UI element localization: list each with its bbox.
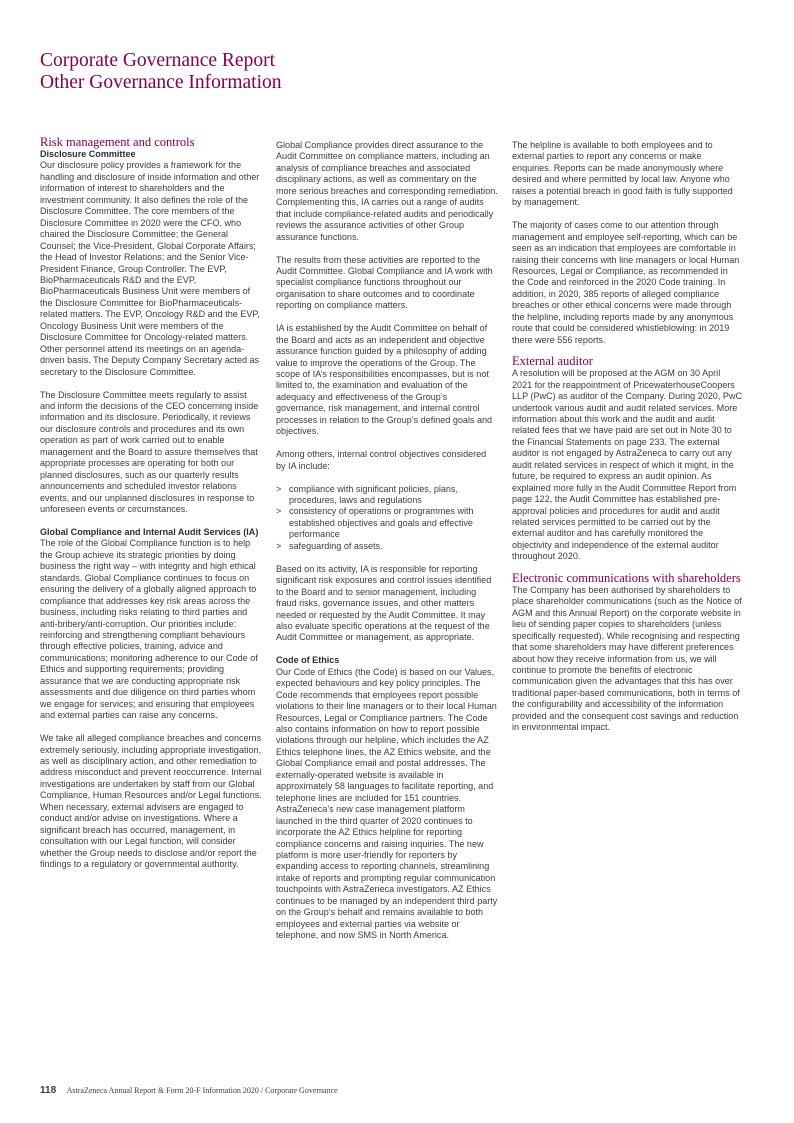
paragraph: The role of the Global Compliance function is to help the Group achieve its strategic priorities by doing business the right way – with integrity and high ethical standards. Global Compliance continues to focus on ensuring the delivery of a globally aligned approach to compliance that addresses key risk areas across the business, including risks relating to third parties and anti-bribery/anti-corruption. Our priorities include: reinforcing and strengthening compliant behaviours through effective policies, training, advice and communications; monitoring adherence to our Code of Ethics and supporting requirements; providing assurance that we are conducting appropriate risk assessments and due diligence on third parties whom we engage for services; and ensuring that employees and external parties can raise any concerns. bbox=[40, 538, 258, 721]
paragraph: The helpline is available to both employees and to external parties to report any concerns or make enquiries. Reports can be made anonymously where desired and where permitted by local law. Anyone who raises a potential breach in good faith is fully supported by management. bbox=[512, 140, 733, 208]
page-number: 118 bbox=[40, 1085, 57, 1096]
column-middle bbox=[276, 140, 498, 942]
paragraph: Our disclosure policy provides a framework for the handling and disclosure of inside information and other information of interest to shareholders and the investment community. It also defines the role of the Disclosure Committee. The core members of the Disclosure Committee in 2020 were the CFO, who chaired the Disclosure Committee; the General Counsel; the Vice-President, Global Corporate Affairs; the Head of Investor Relations; and the Senior Vice-President Finance, Group Controller. The EVP, BioPharmaceuticals R&D and the EVP, BioPharmaceuticals Business Unit were members of the Disclosure Committee for BioPharmaceuticals-related matters. The EVP, Oncology R&D and the EVP, Oncology Business Unit were members of the Disclosure Committee for Oncology-related matters. Other personnel attend its meetings on an agenda-driven basis. The Deputy Company Secretary acted as secretary to the Disclosure Committee. bbox=[40, 160, 260, 377]
heading-code-of-ethics: Code of Ethics bbox=[276, 655, 340, 666]
section-subtitle: Other Governance Information bbox=[40, 72, 282, 93]
list-item: > consistency of operations or programmes with established objectives and goals and effective performance bbox=[276, 506, 498, 540]
column-left bbox=[40, 136, 262, 871]
footer-text: AstraZeneca Annual Report & Form 20-F Information 2020 / Corporate Governance bbox=[66, 1086, 338, 1095]
heading-disclosure-committee: Disclosure Committee bbox=[40, 149, 136, 159]
heading-global-compliance: Global Compliance and Internal Audit Services (IA) bbox=[40, 526, 259, 537]
paragraph: The Company has been authorised by shareholders to place shareholder communications (such as the Notice of AGM and this Annual Report) on the corporate website in lieu of sending paper copies to shareholders (unless specifically requested). While recognising and respecting that some shareholders may have different preferences about how they receive information from us, we will continue to promote the benefits of electronic communication given the advantages that this has over traditional paper-based communications, both in terms of the configurability and accessibility of the information provided and the consequent cost savings and reduction in environmental impact. bbox=[512, 584, 742, 733]
column-right bbox=[512, 140, 742, 734]
list-item: > compliance with significant policies, plans, procedures, laws and regulations bbox=[276, 484, 498, 507]
paragraph: The majority of cases come to our attention through management and employee self-reporting, which can be seen as an indication that employees are comfortable in raising their concerns with line managers or local Human Resources, Legal or Compliance, as recommended in the Code and reinforced in the 2020 Code training. In addition, in 2020, 385 reports of alleged compliance breaches or other ethical concerns were made through the helpline, including reports made by any anonymous route that could be considered whistleblowing: in 2019 there were 556 reports. bbox=[512, 220, 740, 345]
paragraph: Among others, internal control objectives considered by IA include: bbox=[276, 449, 487, 471]
paragraph: A resolution will be proposed at the AGM on 30 April 2021 for the reappointment of PricewaterhouseCoopers LLP (PwC) as auditor of the Company. During 2020, PwC undertook various audit and audit related services. More information about this work and the audit and audit related fees that we have paid are set out in Note 30 to the Financial Statements on page 233. The external auditor is not engaged by AstraZeneca to carry out any audit related services in respect of which it might, in the future, be required to express an audit opinion. As explained more fully in the Audit Committee Report from page 122, the Audit Committee has established pre-approval policies and procedures for audit and audit related services permitted to be carried out by the external auditor and has carefully monitored the objectivity and independence of the external auditor throughout 2020. bbox=[512, 368, 742, 562]
paragraph: Based on its activity, IA is responsible for reporting significant risk exposures and control issues identified to the Board and to senior management, including fraud risks, governance issues, and other matters needed or requested by the Audit Committee. It may also evaluate specific operations at the request of the Audit Committee or management, as appropriate. bbox=[276, 563, 492, 643]
paragraph: The Disclosure Committee meets regularly to assist and inform the decisions of the CEO concerning inside information and its disclosure. Periodically, it reviews our disclosure controls and procedures and its own operation as part of work carried out to enable management and the Board to assure themselves that appropriate processes are operating for both our planned disclosures, such as our quarterly results announcements and scheduled investor relations events, and our unplanned disclosures in response to unforeseen events or circumstances. bbox=[40, 389, 259, 515]
page-header bbox=[40, 50, 281, 94]
heading-external-auditor: External auditor bbox=[512, 354, 593, 369]
paragraph: The results from these activities are reported to the Audit Committee. Global Compliance and IA work with specialist compliance functions throughout our organisation to share outcomes and to coordinate reporting on compliance matters. bbox=[276, 254, 493, 311]
paragraph: Global Compliance provides direct assurance to the Audit Committee on compliance matters, including an analysis of compliance breaches and associated disciplinary actions, as well as commentary on the more serious breaches and corresponding remediation. Complementing this, IA carries out a range of audits that include compliance-related audits and periodically reviews the assurance activities of other Group assurance functions. bbox=[276, 140, 498, 242]
paragraph: Our Code of Ethics (the Code) is based on our Values, expected behaviours and key policy principles. The Code recommends that employees report possible violations to their line managers or to their local Human Resources, Legal or Compliance partners. The Code also contains information on how to report possible violations through our helpline, which includes the AZ Ethics telephone lines, the AZ Ethics website, and the Global Compliance email and postal addresses. The externally-operated website is available in approximately 58 languages to facilitate reporting, and telephone lines are included for 151 countries. AstraZeneca’s new case management platform launched in the third quarter of 2020 continues to incorporate the AZ Ethics helpline for reporting compliance concerns and raising inquiries. The new platform is more user-friendly for reporters by expanding access to reporting channels, streamlining intake of reports and prompting regular communication touchpoints with AstraZeneca investigators. AZ Ethics continues to be managed by an independent third party on the Group’s behalf and remains available to both employees and external parties via website or telephone, and now SMS in North America. bbox=[276, 666, 498, 941]
report-title: Corporate Governance Report bbox=[40, 50, 275, 71]
heading-electronic-communications: Electronic communications with shareholders bbox=[512, 570, 741, 585]
paragraph: IA is established by the Audit Committee on behalf of the Board and acts as an independent and objective assurance function guided by a philosophy of adding value to improve the operations of the Group. The scope of IA’s responsibilities encompasses, but is not limited to, the examination and evaluation of the adequacy and effectiveness of the Group’s governance, risk management, and internal control processes in relation to the Group’s defined goals and objectives. bbox=[276, 323, 493, 437]
list-item: > safeguarding of assets. bbox=[276, 541, 498, 552]
paragraph: We take all alleged compliance breaches and concerns extremely seriously, including appropriate investigation, as well as disciplinary action, and other remediation to address misconduct and prevent reoccurrence. Internal investigations are undertaken by staff from our Global Compliance, Human Resources and/or Legal functions. When necessary, external advisers are engaged to conduct and/or advise on investigations. Where a significant breach has occurred, management, in consultation with our Legal function, will consider whether the Group needs to disclose and/or report the findings to a regulatory or governmental authority. bbox=[40, 733, 262, 870]
heading-risk-management: Risk management and controls bbox=[40, 135, 195, 149]
page-footer bbox=[40, 1085, 338, 1096]
